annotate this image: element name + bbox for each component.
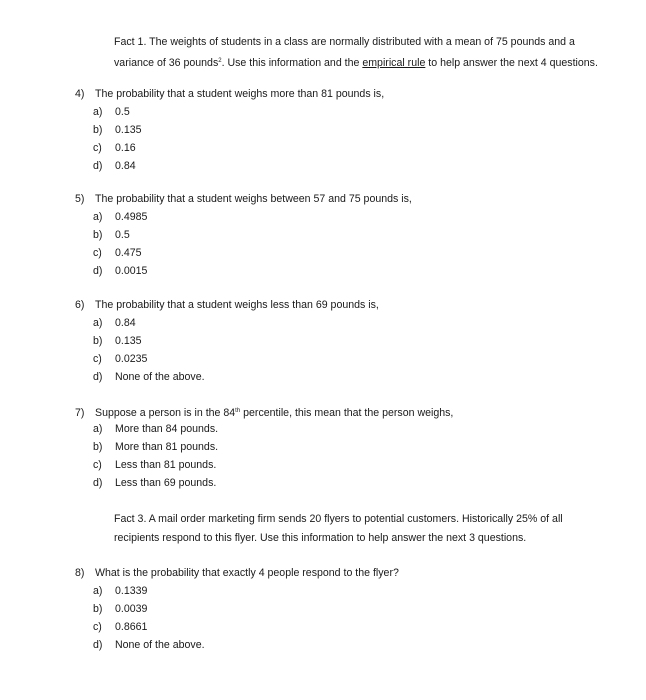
question-5	[75, 190, 615, 280]
question-number: 7)	[75, 407, 85, 419]
option-d[interactable]	[75, 474, 615, 492]
fact-1-text-end: to help answer the next 4 questions.	[425, 57, 598, 69]
option-text: 0.475	[115, 247, 142, 259]
option-c[interactable]	[75, 139, 615, 157]
option-text: None of the above.	[115, 371, 205, 383]
option-text: 0.16	[115, 142, 136, 154]
option-letter: a)	[93, 585, 103, 597]
option-text: 0.8661	[115, 621, 148, 633]
option-c[interactable]	[75, 618, 615, 636]
option-text: Less than 81 pounds.	[115, 459, 217, 471]
option-letter: b)	[93, 124, 103, 136]
option-letter: d)	[93, 477, 103, 489]
fact-1-text-mid: . Use this information and the	[221, 57, 363, 69]
option-letter: c)	[93, 353, 102, 365]
fact-1-paragraph	[114, 33, 598, 73]
fact-3-paragraph	[114, 510, 598, 548]
fact-1-text: Fact 1. The weights of students in a class are normally distributed with a mean of 75 pounds and a variance of 36 pounds	[114, 36, 575, 69]
option-letter: a)	[93, 106, 103, 118]
option-d[interactable]	[75, 368, 615, 386]
option-text: 0.135	[115, 335, 142, 347]
option-d[interactable]	[75, 636, 615, 654]
option-a[interactable]	[75, 420, 615, 438]
option-text: More than 84 pounds.	[115, 423, 219, 435]
question-4	[75, 85, 615, 175]
question-number: 4)	[75, 88, 85, 100]
option-c[interactable]	[75, 350, 615, 368]
option-a[interactable]	[75, 208, 615, 226]
question-number: 5)	[75, 193, 85, 205]
question-text: The probability that a student weighs less than 69 pounds is,	[95, 299, 379, 311]
option-letter: d)	[93, 160, 103, 172]
option-text: 0.84	[115, 317, 136, 329]
option-letter: d)	[93, 639, 103, 651]
variance-superscript: 2	[218, 58, 222, 64]
option-a[interactable]	[75, 103, 615, 121]
option-b[interactable]	[75, 332, 615, 350]
option-text: Less than 69 pounds.	[115, 477, 217, 489]
question-number: 6)	[75, 299, 85, 311]
question-8	[75, 564, 615, 654]
question-4-prompt	[75, 85, 615, 103]
option-c[interactable]	[75, 244, 615, 262]
question-text: The probability that a student weighs between 57 and 75 pounds is,	[95, 193, 412, 205]
empirical-rule-link[interactable]: empirical rule	[362, 57, 426, 69]
question-8-prompt	[75, 564, 615, 582]
question-text: What is the probability that exactly 4 people respond to the flyer?	[95, 567, 399, 579]
ordinal-superscript: th	[235, 408, 241, 414]
question-6	[75, 296, 615, 386]
question-text-end: percentile, this mean that the person weighs,	[240, 407, 454, 419]
option-text: 0.135	[115, 124, 142, 136]
option-letter: b)	[93, 441, 103, 453]
option-letter: d)	[93, 371, 103, 383]
option-letter: d)	[93, 265, 103, 277]
option-d[interactable]	[75, 262, 615, 280]
option-a[interactable]	[75, 314, 615, 332]
option-a[interactable]	[75, 582, 615, 600]
question-number: 8)	[75, 567, 85, 579]
question-text: Suppose a person is in the 84	[95, 407, 236, 419]
option-letter: c)	[93, 142, 102, 154]
option-letter: c)	[93, 247, 102, 259]
question-7-prompt	[75, 402, 615, 420]
option-letter: b)	[93, 603, 103, 615]
option-text: 0.0235	[115, 353, 148, 365]
option-b[interactable]	[75, 438, 615, 456]
option-letter: c)	[93, 621, 102, 633]
option-letter: a)	[93, 423, 103, 435]
option-c[interactable]	[75, 456, 615, 474]
option-d[interactable]	[75, 157, 615, 175]
option-b[interactable]	[75, 226, 615, 244]
option-letter: b)	[93, 335, 103, 347]
question-7	[75, 402, 615, 492]
question-6-prompt	[75, 296, 615, 314]
option-text: 0.1339	[115, 585, 148, 597]
option-text: 0.4985	[115, 211, 148, 223]
option-text: 0.0039	[115, 603, 148, 615]
option-text: More than 81 pounds.	[115, 441, 219, 453]
question-text: The probability that a student weighs more than 81 pounds is,	[95, 88, 385, 100]
option-b[interactable]	[75, 600, 615, 618]
option-letter: a)	[93, 317, 103, 329]
option-letter: c)	[93, 459, 102, 471]
option-text: 0.5	[115, 229, 130, 241]
fact-3-text: Fact 3. A mail order marketing firm sends 20 flyers to potential customers. Historically 25% of all recipients respond to this flyer. Use this information to help answer the next 3 questions.	[114, 513, 563, 544]
option-text: None of the above.	[115, 639, 205, 651]
option-text: 0.0015	[115, 265, 148, 277]
option-letter: a)	[93, 211, 103, 223]
option-text: 0.5	[115, 106, 130, 118]
option-b[interactable]	[75, 121, 615, 139]
option-letter: b)	[93, 229, 103, 241]
option-text: 0.84	[115, 160, 136, 172]
question-5-prompt	[75, 190, 615, 208]
